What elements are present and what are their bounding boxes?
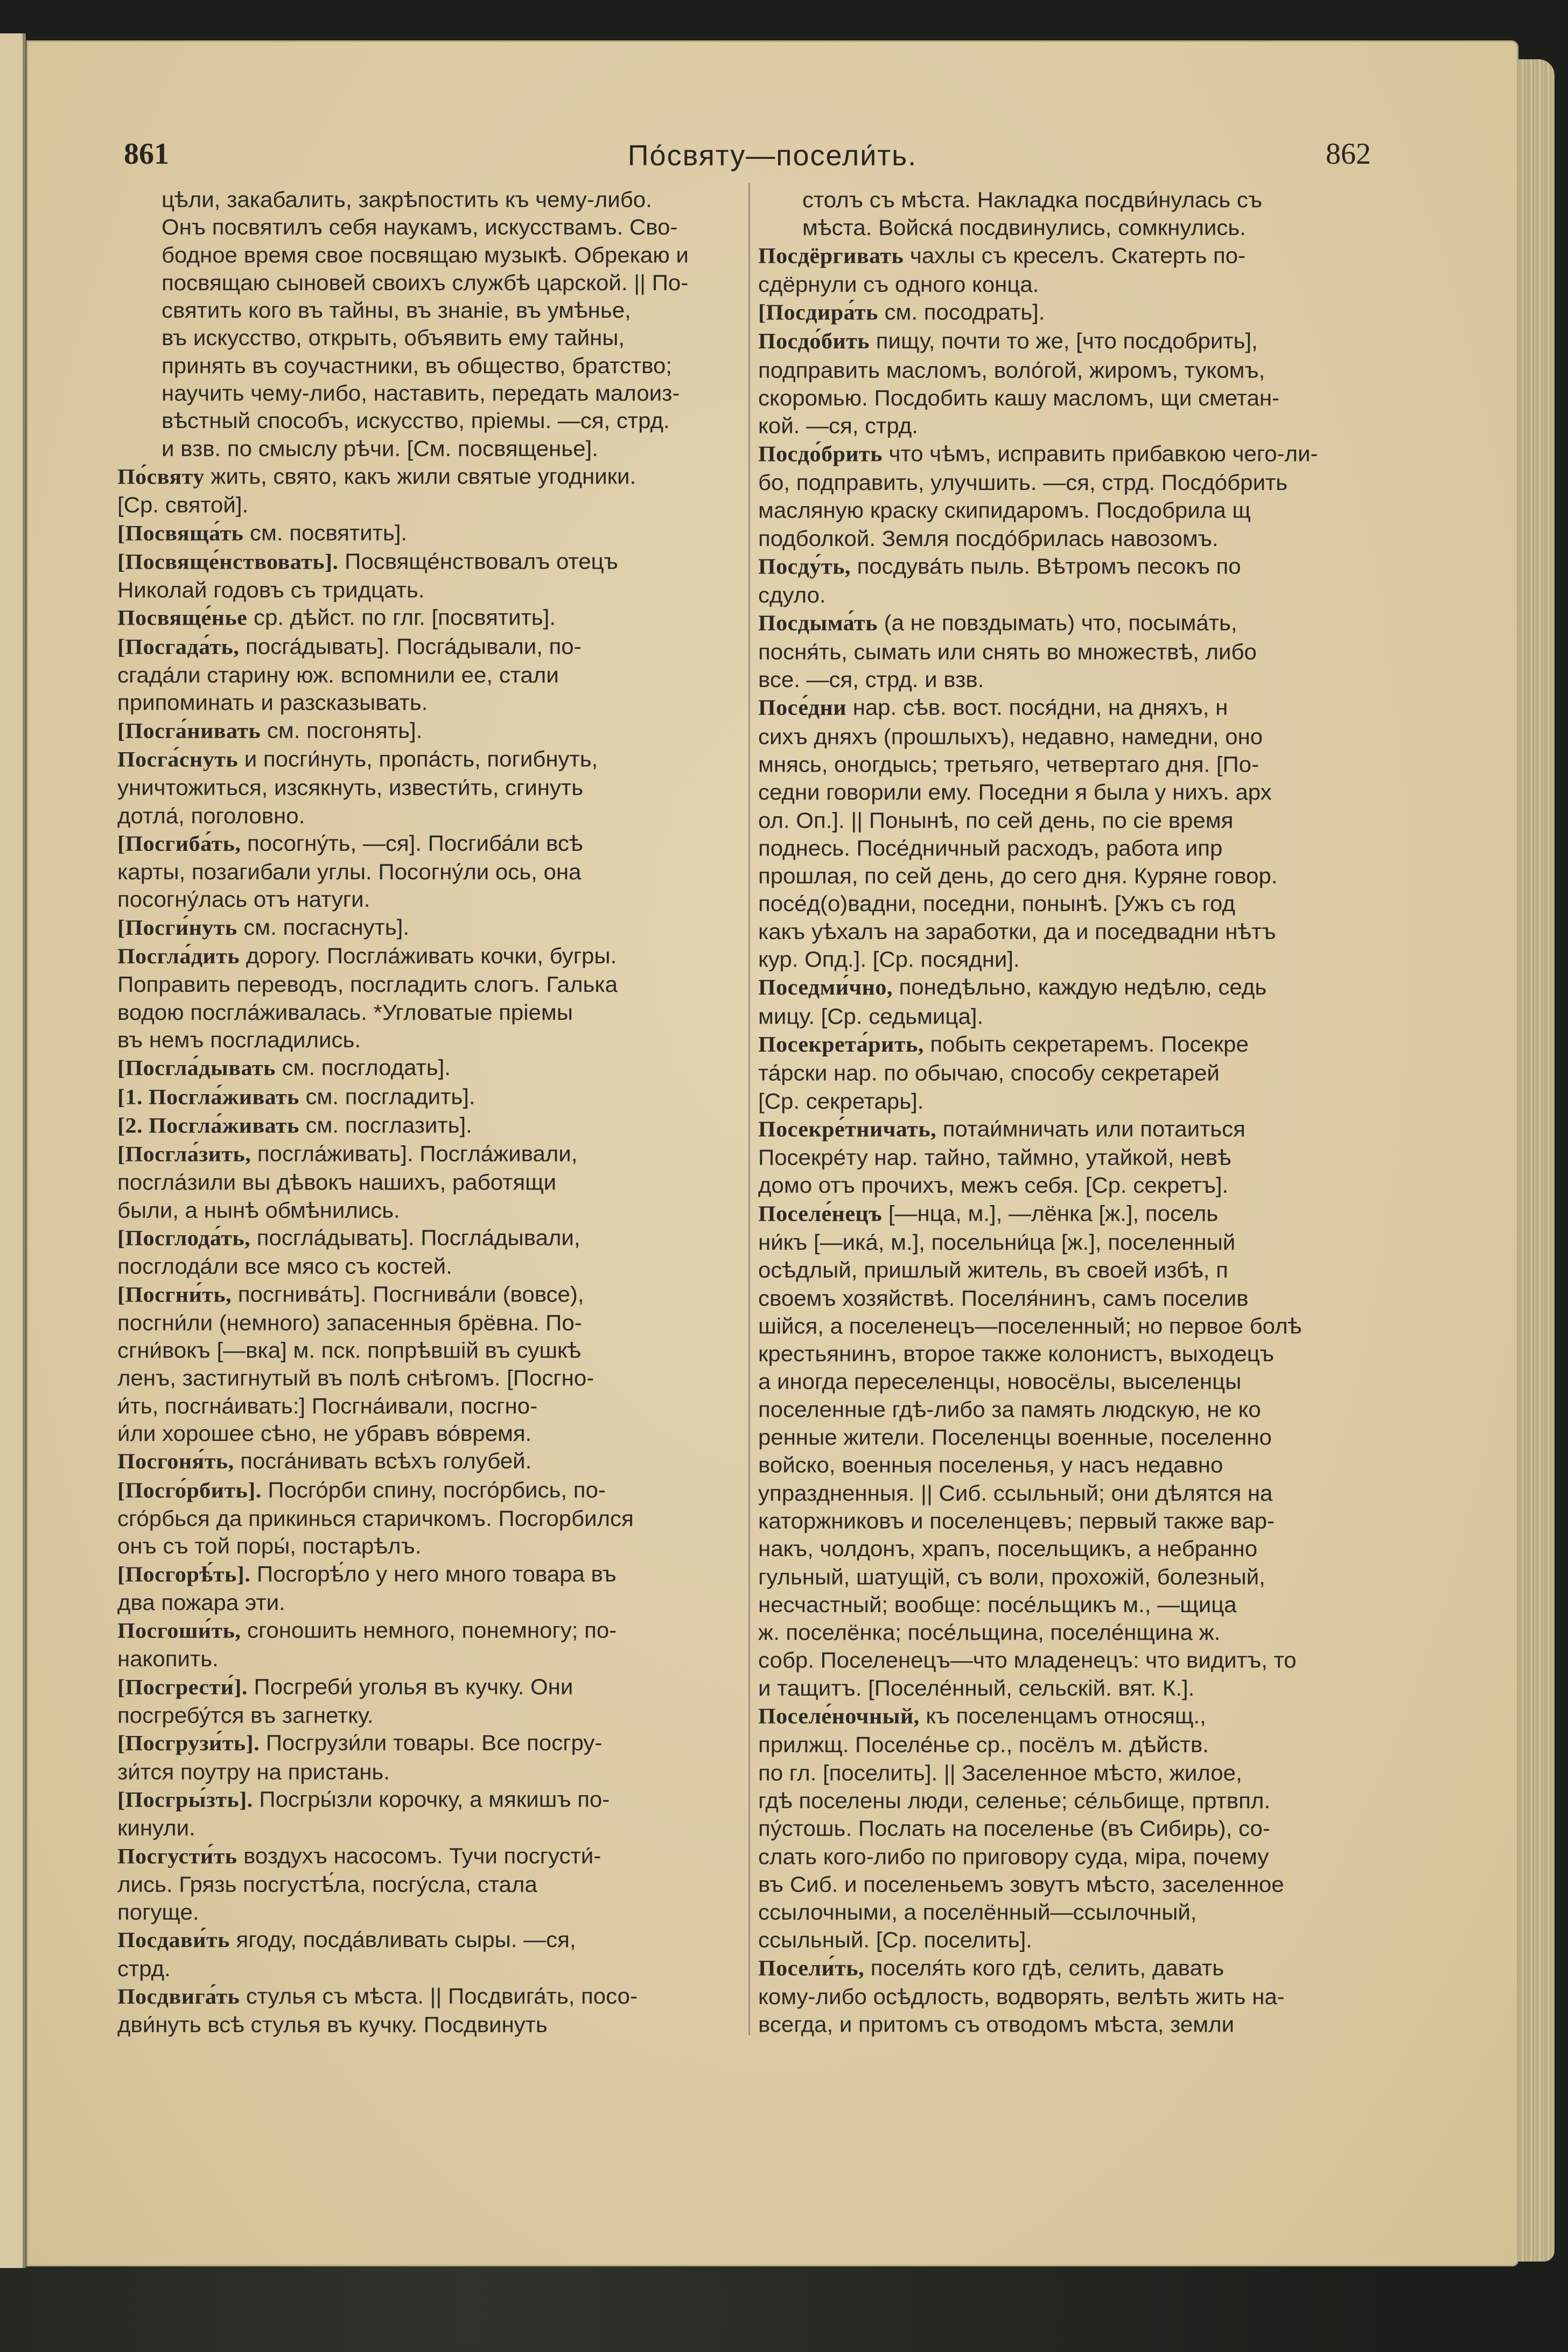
entry-line: дви́нуть всѣ стулья въ кучку. Посдвинуть — [117, 2012, 548, 2037]
dictionary-entry — [117, 1447, 737, 1476]
entry-line: Посекре́ту нар. тайно, таймно, утайкой, невѣ — [758, 1145, 1231, 1170]
entry-line: подболкой. Земля посдо́брилась навозомъ. — [758, 526, 1219, 551]
dictionary-entry — [758, 440, 1377, 552]
headword: Посгусти́ть — [117, 1844, 237, 1868]
entry-line: по гл. [поселить]. || Заселенное мѣсто, жилое, — [758, 1760, 1242, 1785]
entry-line: слать кого-либо по приговору суда, міра, почему — [758, 1844, 1269, 1869]
page-title: По́святу—посели́ть. — [627, 139, 918, 172]
right-page-number: 862 — [1326, 137, 1371, 171]
left-page-number: 861 — [124, 137, 169, 171]
headword: [Посгиба́ть, — [117, 832, 241, 856]
entry-line: Посе́дни нар. сѣв. вост. пося́дни, на дняхъ, н — [758, 695, 1228, 720]
entry-line: бо, подправить, улучшить. —ся, стрд. Посдо́брить — [758, 470, 1288, 495]
headword: [1. Посгла́живать — [117, 1085, 299, 1109]
entry-line: накопить. — [117, 1647, 219, 1671]
headword: Посе́дни — [758, 696, 847, 720]
dictionary-entry — [117, 1786, 737, 1842]
entry-line: сго́рбься да прикинься старичкомъ. Посгорбился — [117, 1506, 634, 1531]
entry-line: сгни́вокъ [—вка] м. пск. попрѣвшій въ сушкѣ — [117, 1338, 582, 1363]
entry-line: ж. поселёнка; посе́льщина, поселе́нщина ж. — [758, 1620, 1221, 1645]
dictionary-entry — [117, 1140, 737, 1224]
entry-line: карты, позагибали углы. Посогну́ли ось, она — [117, 859, 582, 884]
entry-line: [Посгрузи́ть]. Посгрузи́ли товары. Все посгру- — [117, 1731, 603, 1756]
entry-line: Посгла́дить дорогу. Посгла́живать кочки, бугры. — [117, 943, 617, 969]
entry-line: Посдави́ть ягоду, посда́вливать сыры. —ся, — [117, 1927, 576, 1952]
headword: [Посго́рбить]. — [117, 1478, 262, 1503]
dictionary-entry — [758, 1954, 1377, 2039]
entry-line: накъ, чолдонъ, храпъ, посельщикъ, а небранно — [758, 1536, 1258, 1561]
dictionary-entry — [758, 609, 1377, 694]
dictionary-entry — [117, 1673, 737, 1730]
entry-line: въ немъ посгладились. — [117, 1027, 361, 1052]
dictionary-entry — [117, 1224, 737, 1280]
headword: [Посги́нуть — [117, 916, 237, 940]
entry-line: [Посго́рбить]. Посго́рби спину, посго́рбись, по- — [117, 1478, 606, 1503]
entry-line: несчастный; вообще: посе́льщикъ м., —щица — [758, 1592, 1237, 1617]
headword: Посга́снуть — [117, 747, 239, 772]
dictionary-entry — [758, 298, 1377, 327]
headword: Посдыма́ть — [758, 611, 878, 636]
entry-line: прошлая, по сей день, до сего дня. Куряне говор. — [758, 863, 1278, 888]
dictionary-entry — [758, 1030, 1377, 1115]
entry-line: столъ съ мѣста. Накладка посдви́нулась съ — [802, 187, 1263, 212]
dictionary-entry — [758, 694, 1377, 973]
dictionary-entry — [117, 942, 737, 1054]
entry-line: ни́къ [—ика́, м.], посельни́ца [ж.], поселенный — [758, 1230, 1236, 1255]
entry-line: вѣстный способъ, искусство, пріемы. —ся, стрд. — [162, 408, 670, 433]
entry-line: Поселе́нецъ [—нца, м.], —лёнка [ж.], посель — [758, 1201, 1219, 1226]
entry-line: та́рски нар. по обычаю, способу секретарей — [758, 1060, 1220, 1086]
entry-line: [Посгиба́ть, посогну́ть, —ся]. Посгиба́ли всѣ — [117, 831, 583, 856]
dictionary-entry — [117, 604, 737, 632]
entry-line: посгребу́тся въ загнетку. — [117, 1703, 374, 1728]
headword: [Посвяща́ть — [117, 521, 244, 545]
headword: Поселе́ночный, — [758, 1704, 920, 1729]
headword: [Посгрести́]. — [117, 1675, 248, 1699]
headword: Посекрета́рить, — [758, 1032, 924, 1057]
headword: Посдо́брить — [758, 442, 883, 467]
headword: Посдави́ть — [117, 1928, 230, 1952]
entry-line: Поселе́ночный, къ поселенцамъ относящ., — [758, 1703, 1206, 1729]
entry-line: все. —ся, стрд. и взв. — [758, 667, 984, 692]
entry-line: ссылочными, а поселённый—ссылочный, — [758, 1900, 1197, 1924]
dictionary-entry — [758, 1115, 1377, 1199]
dictionary-entry — [117, 519, 737, 547]
entry-line: [2. Посгла́живать см. посглазить]. — [117, 1112, 472, 1138]
entry-line: посглода́ли все мясо съ костей. — [117, 1254, 452, 1279]
entry-line: ленъ, застигнутый въ полѣ снѣгомъ. [Посгно- — [117, 1366, 594, 1390]
entry-line: припоминать и разсказывать. — [117, 690, 428, 715]
dictionary-entry — [758, 1702, 1377, 1954]
entry-line: погуще. — [117, 1900, 199, 1924]
dictionary-entry — [117, 1982, 737, 2039]
entry-line: сдуло. — [758, 583, 826, 607]
entry-line: прилжщ. Поселе́нье ср., посёлъ м. дѣйств. — [758, 1732, 1209, 1758]
entry-line: бодное время свое посвящаю музыкѣ. Обрекаю и — [162, 242, 689, 267]
entry-line: Посели́ть, поселя́ть кого гдѣ, селить, давать — [758, 1955, 1224, 1981]
entry-line: и́ли хорошее сѣно, не убравъ во́время. — [117, 1421, 532, 1446]
entry-line: [Посвяща́ть см. посвятить]. — [117, 520, 408, 545]
entry-line: [Посгла́дывать см. посглодать]. — [117, 1055, 451, 1081]
entry-line: масляную краску скипидаромъ. Посдобрила щ — [758, 498, 1251, 523]
entry-line: [Посгада́ть, посга́дывать]. Посга́дывали, по- — [117, 634, 582, 659]
dictionary-entry — [117, 1111, 737, 1140]
entry-line: и взв. по смыслу рѣчи. [См. посвященье]. — [162, 436, 598, 461]
entry-line: Посга́снуть и посги́нуть, пропа́сть, погибнуть, — [117, 747, 598, 772]
entry-line: посгла́зили вы дѣвокъ нашихъ, работящи — [117, 1170, 557, 1195]
entry-line: своемъ хозяйствѣ. Поселя́нинъ, самъ поселив — [758, 1285, 1249, 1311]
dictionary-entry — [758, 552, 1377, 609]
headword: [Посгрузи́ть]. — [117, 1732, 260, 1756]
headword: [Посгла́зить, — [117, 1142, 251, 1167]
dictionary-entry — [117, 1082, 737, 1111]
headword: Поселе́нецъ — [758, 1202, 883, 1226]
entry-line: упраздненныя. || Сиб. ссыльный; они дѣлятся на — [758, 1480, 1273, 1506]
headword: Посдёргивать — [758, 244, 904, 269]
entry-line: Онъ посвятилъ себя наукамъ, искусствамъ. Сво- — [162, 215, 678, 240]
headword: [Посга́нивать — [117, 719, 261, 743]
entry-line: въ Сиб. и поселеньемъ зовутъ мѣсто, заселенное — [758, 1872, 1284, 1896]
dictionary-entry — [758, 974, 1377, 1030]
entry-line: онъ съ той поры́, постарѣлъ. — [117, 1534, 422, 1559]
dictionary-entry — [117, 1926, 737, 1983]
running-head — [28, 124, 1517, 188]
entry-line: ссыльный. [Ср. поселить]. — [758, 1927, 1032, 1952]
entry-line: пу́стошь. Послать на поселенье (въ Сибирь), со- — [758, 1816, 1270, 1841]
entry-line: цѣли, закабалить, закрѣпостить къ чему-либо. — [162, 187, 652, 212]
headword: По́святу — [117, 465, 205, 489]
headword: Посду́ть, — [758, 555, 851, 579]
column-divider — [748, 183, 750, 2035]
dictionary-entry — [117, 548, 737, 604]
entry-line: мнясь, оногдысь; третьяго, четвертаго дня. [По- — [758, 752, 1259, 777]
headword: [2. Посгла́живать — [117, 1114, 299, 1138]
entry-line: Посдо́брить что чѣмъ, исправить прибавкою чего-ли- — [758, 441, 1318, 467]
entry-line: были, а нынѣ обмѣнились. — [117, 1198, 400, 1222]
dictionary-entry — [117, 913, 737, 942]
dictionary-entry — [117, 1616, 737, 1673]
headword: [Посглода́ть, — [117, 1226, 251, 1251]
entry-line: шійся, а поселенецъ—поселенный; но первое болѣ — [758, 1313, 1302, 1338]
entry-line: и́ть, посгна́ивать:] Посгна́ивали, посгно- — [117, 1394, 538, 1418]
entry-line: поселенные гдѣ-либо за память людскую, не ко — [758, 1397, 1261, 1422]
dictionary-entry — [117, 1560, 737, 1616]
entry-line: научить чему-либо, наставить, передать малоиз- — [162, 381, 680, 405]
dictionary-entry — [117, 633, 737, 717]
entry-line: осѣдлый, пришлый житель, въ своей избѣ, п — [758, 1257, 1228, 1283]
entry-line: Посду́ть, посдува́ть пыль. Вѣтромъ песокъ по — [758, 554, 1241, 579]
entry-line: ол. Оп.]. || Понынѣ, по сей день, по сіе время — [758, 808, 1234, 832]
dictionary-entry — [117, 1729, 737, 1786]
entry-line: [Посги́нуть см. посгаснуть]. — [117, 915, 409, 940]
headword: [Посгада́ть, — [117, 635, 240, 659]
headword: Посели́ть, — [758, 1956, 865, 1981]
dictionary-entry — [117, 1842, 737, 1926]
entry-line: Посдёргивать чахлы съ креселъ. Скатерть по- — [758, 243, 1246, 269]
headword: [Посгни́ть, — [117, 1283, 232, 1307]
headword: Посдо́бить — [758, 330, 870, 354]
entry-line: два пожара эти. — [117, 1590, 285, 1615]
headword: Посгоши́ть, — [117, 1619, 241, 1643]
entry-line: гдѣ поселены люди, селенье; се́льбище, пртвпл. — [758, 1788, 1271, 1813]
headword: Посекре́тничать, — [758, 1117, 937, 1142]
entry-line: принять въ соучастники, въ общество, братство; — [162, 353, 672, 378]
dictionary-entry — [117, 829, 737, 913]
entry-line: кому-либо осѣдлость, водворять, велѣть жить на- — [758, 1984, 1285, 2009]
dictionary-entry — [117, 745, 737, 829]
book-fore-edge — [1517, 59, 1555, 2262]
entry-line: [1. Посгла́живать см. посгладить]. — [117, 1084, 475, 1109]
dictionary-entry — [758, 327, 1377, 440]
entry-line: въ искусство, открыть, объявить ему тайны, — [162, 325, 625, 351]
entry-line: каторжниковъ и поселенцевъ; первый также вар- — [758, 1508, 1275, 1534]
entry-line: [Посвяще́нствовать]. Посвяще́нствовалъ отецъ — [117, 549, 618, 574]
entry-line: мѣста. Войска́ посдвинулись, сомкнулись. — [802, 215, 1246, 240]
entry-line: [Посгни́ть, посгнива́ть]. Посгнива́ли (вовсе), — [117, 1282, 584, 1307]
entry-line: дотла́, поголовно. — [117, 803, 305, 828]
entry-line: Посдыма́ть (а не повздымать) что, посыма́ть, — [758, 610, 1237, 636]
entry-line: Посдо́бить пищу, почти то же, [что посдобрить], — [758, 328, 1258, 354]
entry-line: сдёрнули съ одного конца. — [758, 272, 1039, 297]
entry-line: подправить масломъ, воло́гой, жиромъ, тукомъ, — [758, 358, 1265, 382]
dictionary-entry — [117, 463, 737, 519]
headword: Посвяще́нье — [117, 606, 248, 631]
dictionary-entry — [758, 242, 1377, 298]
entry-line: сгада́ли старину юж. вспомнили ее, стали — [117, 662, 559, 688]
entry-line: [Ср. святой]. — [117, 492, 249, 517]
entry-line: посогну́лась отъ натуги. — [117, 887, 370, 912]
entry-line: [Ср. секретарь]. — [758, 1088, 924, 1114]
dictionary-entry — [117, 1054, 737, 1082]
entry-line: Николай годовъ съ тридцать. — [117, 577, 425, 603]
entry-continuation — [758, 186, 1377, 242]
entry-line: По́святу жить, свято, какъ жили святые угодники. — [117, 464, 636, 489]
entry-continuation — [117, 186, 737, 463]
entry-line: Посдвига́ть стулья съ мѣста. || Посдвига́ть, посо- — [117, 1984, 638, 2009]
entry-line: седни говорили ему. Поседни я была у нихъ. арх — [758, 780, 1272, 804]
entry-line: стрд. — [117, 1956, 171, 1981]
entry-line: домо отъ прочихъ, межъ себя. [Ср. секретъ]. — [758, 1173, 1229, 1198]
entry-line: [Посгры́зть]. Посгры́зли корочку, а мякишъ по- — [117, 1787, 610, 1812]
entry-line: войско, военныя поселенья, у насъ недавно — [758, 1453, 1223, 1478]
entry-line: [Посдира́ть см. посодрать]. — [758, 299, 1045, 325]
entry-line: Посекрета́рить, побыть секретаремъ. Посекре — [758, 1031, 1249, 1057]
entry-line: святить кого въ тайны, въ знаніе, въ умѣнье, — [162, 298, 631, 323]
entry-line: кур. Опд.]. [Ср. посядни]. — [758, 947, 1020, 972]
adjacent-page-edge — [0, 33, 26, 2268]
headword: Посгла́дить — [117, 944, 240, 969]
entry-line: а иногда переселенцы, новосёлы, выселенцы — [758, 1369, 1242, 1394]
entry-line: зи́тся поутру на пристань. — [117, 1759, 390, 1784]
entry-line: ренные жители. Поселенцы военные, поселенно — [758, 1425, 1272, 1450]
entry-line: кинули. — [117, 1816, 195, 1840]
entry-line: Поправить переводъ, посгладить слогъ. Галька — [117, 972, 618, 997]
entry-line: уничтожиться, изсякнуть, извести́ть, сгинуть — [117, 775, 584, 800]
entry-line: поднесь. Посе́дничный расходъ, работа ипр — [758, 835, 1223, 860]
headword: [Посвяще́нствовать]. — [117, 550, 339, 574]
dictionary-entry — [758, 1199, 1377, 1702]
entry-line: [Посгла́зить, посгла́живать]. Посгла́живали, — [117, 1141, 578, 1167]
entry-line: какъ уѣхалъ на заработки, да и поседвадни нѣтъ — [758, 919, 1276, 944]
entry-line: Посгусти́ть воздухъ насосомъ. Тучи посгусти́- — [117, 1843, 601, 1868]
entry-line: всегда, и притомъ съ отводомъ мѣста, земли — [758, 2012, 1235, 2037]
entry-line: посня́ть, сымать или снять во множествѣ, либо — [758, 639, 1257, 664]
entry-line: гульный, шатущій, съ воли, прохожій, болезный, — [758, 1564, 1265, 1589]
headword: [Посдира́ть — [758, 300, 878, 325]
entry-line: [Посглода́ть, посгла́дывать]. Посгла́дывали, — [117, 1225, 580, 1251]
entry-line: посе́д(о)вадни, поседни, понынѣ. [Ужъ съ год — [758, 891, 1235, 916]
right-column — [758, 186, 1377, 2039]
headword: [Посгры́зть]. — [117, 1788, 253, 1812]
entry-line: лись. Грязь посгустѣ́ла, посгу́сла, стала — [117, 1872, 537, 1897]
headword: Посгоня́ть, — [117, 1450, 234, 1474]
entry-line: Посгоня́ть, посга́нивать всѣхъ голубей. — [117, 1448, 532, 1474]
entry-line: кой. —ся, стрд. — [758, 413, 918, 438]
entry-line: посвящаю сыновей своихъ службѣ царской. || По- — [162, 270, 689, 295]
entry-line: Посекре́тничать, потаи́мничать или потаиться — [758, 1116, 1245, 1142]
left-column — [117, 186, 737, 2039]
headword: [Посгорѣ́ть]. — [117, 1563, 251, 1587]
headword: Поседми́чно, — [758, 976, 893, 1000]
dictionary-entry — [117, 1476, 737, 1560]
entry-line: мицу. [Ср. седьмица]. — [758, 1004, 984, 1028]
dictionary-entry — [117, 717, 737, 745]
headword: [Посгла́дывать — [117, 1056, 276, 1081]
entry-line: посгни́ли (немного) запасенныя брёвна. По- — [117, 1310, 582, 1335]
headword: Посдвига́ть — [117, 1985, 240, 2009]
entry-line: [Посгрести́]. Посгреби́ уголья въ кучку. Они — [117, 1674, 573, 1699]
entry-line: собр. Поселенецъ—что младенецъ: что видитъ, то — [758, 1648, 1297, 1672]
entry-line: и тащитъ. [Поселе́нный, сельскій. вят. К.]. — [758, 1676, 1195, 1700]
entry-line: скоромью. Посдобить кашу масломъ, щи сметан- — [758, 385, 1280, 410]
entry-line: [Посга́нивать см. посгонять]. — [117, 718, 423, 743]
entry-line: сихъ дняхъ (прошлыхъ), недавно, намедни, оно — [758, 724, 1263, 749]
entry-line: Поседми́чно, понедѣльно, каждую недѣлю, седь — [758, 975, 1267, 1000]
entry-line: крестьянинъ, второе также колонистъ, выходецъ — [758, 1341, 1275, 1366]
entry-line: водою посгла́живалась. *Угловатые пріемы — [117, 1000, 573, 1025]
entry-line: Посгоши́ть, сгоношить немного, понемногу; по- — [117, 1618, 617, 1643]
dictionary-entry — [117, 1280, 737, 1447]
entry-line: Посвяще́нье ср. дѣйст. по глг. [посвятить]. — [117, 605, 556, 631]
entry-line: [Посгорѣ́ть]. Посгорѣ́ло у него много товара въ — [117, 1562, 617, 1587]
